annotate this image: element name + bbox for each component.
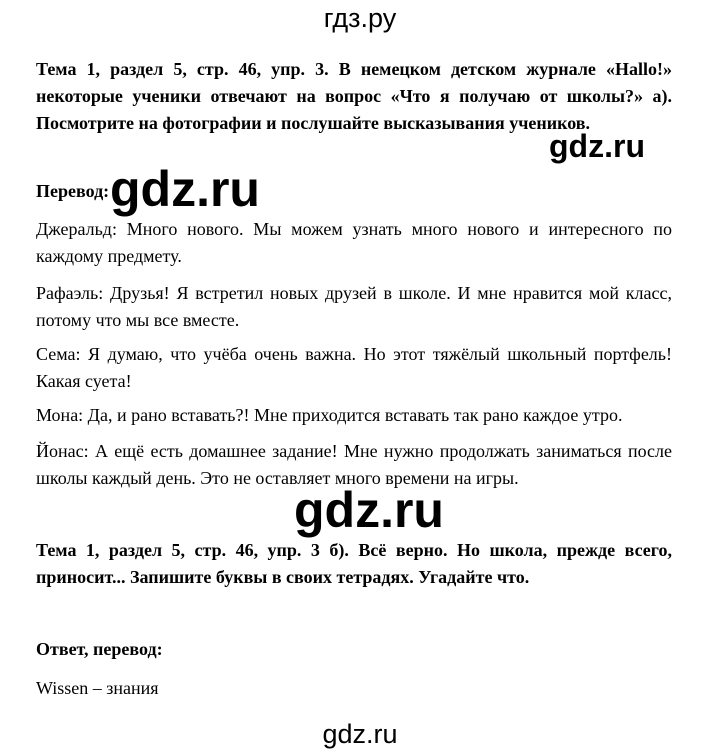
translation-paragraph-raphael: Рафаэль: Друзья! Я встретил новых друзей в школе. И мне нравится мой класс, потому что мы все вместе. (36, 283, 672, 330)
answer-label: Ответ, перевод: (36, 639, 163, 659)
site-header-title: гдз.ру (323, 3, 397, 33)
site-footer-title: gdz.ru (322, 719, 398, 749)
translation-paragraph-sema: Сема: Я думаю, что учёба очень важна. Но этот тяжёлый школьный портфель! Какая суета! (36, 344, 672, 391)
translation-paragraph-gerald: Джеральд: Много нового. Мы можем узнать много нового и интересного по каждому предмету. (36, 219, 672, 266)
translation-label: Перевод: (36, 181, 110, 201)
answer-text: Wissen – знания (36, 678, 159, 698)
translation-paragraph-jonas: Йонас: А ещё есть домашнее задание! Мне нужно продолжать заниматься после школы каждый день. Это не оставляет много времени на игры. (36, 441, 672, 488)
translation-paragraph-mona: Мона: Да, и рано вставать?! Мне приходится вставать так рано каждое утро. (36, 405, 623, 425)
watermark-2: gdz.ru (110, 161, 260, 217)
watermark-3: gdz.ru (294, 482, 444, 538)
task-1-heading: Тема 1, раздел 5, стр. 46, упр. 3. В немецком детском журнале «Hallo!» некоторые ученики отвечают на вопрос «Что я получаю от школы?» а). Посмотрите на фотографии и послушайте высказывания учеников. (36, 59, 672, 133)
watermark-1: gdz.ru (549, 128, 645, 164)
task-2-heading: Тема 1, раздел 5, стр. 46, упр. 3 б). Всё верно. Но школа, прежде всего, приносит... Запишите буквы в своих тетрадях. Угадайте что. (36, 540, 672, 587)
